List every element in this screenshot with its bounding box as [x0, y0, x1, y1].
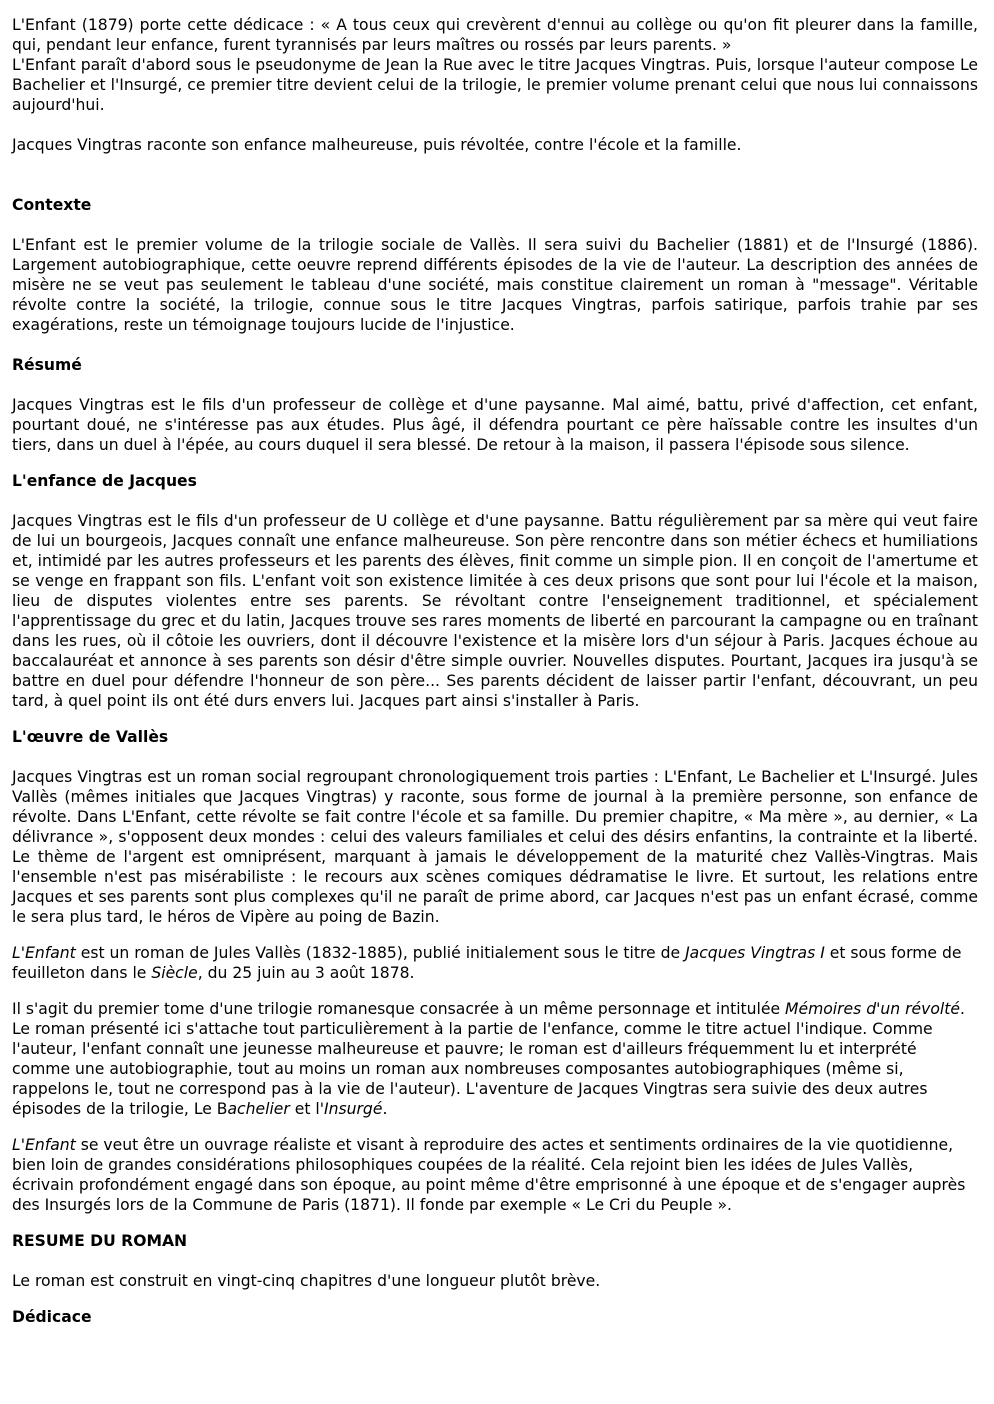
resume-roman-paragraph: Le roman est construit en vingt-cinq chapitres d'une longueur plutôt brève.: [12, 1272, 601, 1290]
section-heading-contexte: Contexte: [12, 196, 92, 214]
publication-text-2: et sous forme de feuilleton dans le: [12, 944, 962, 982]
trilogie-paragraph: [12, 999, 978, 1119]
title-jacques-vingtras-i: Jacques Vingtras I: [685, 944, 825, 962]
title-memoires: Mémoires d'un révolté: [785, 1000, 960, 1018]
trilogie-text-3: et l': [289, 1100, 325, 1118]
trilogie-text-4: .: [382, 1100, 388, 1118]
publication-paragraph: [12, 943, 978, 983]
contexte-paragraph: L'Enfant est le premier volume de la trilogie sociale de Vallès. Il sera suivi du Bachelier (1881) et de l'Insurgé (1886). Largement autobiographique, cette oeuvre reprend différents épisodes de la vie de l'auteur. La description des années de misère ne se veut pas seulement le tableau d'une société, mais constitue clairement un roman à "message". Véritable révolte contre la société, la trilogie, connue sous le titre Jacques Vingtras, parfois satirique, parfois trahie par ses exagérations, reste un témoignage toujours lucide de l'injustice.: [12, 236, 978, 334]
section-heading-resume: Résumé: [12, 356, 82, 374]
trilogie-text-2: . Le roman présenté ici s'attache tout particulièrement à la partie de l'enfance, comme le titre actuel l'indique. Comme l'auteur, l'enfant connaît une jeunesse malheureuse et pauvre; le roman est d'ailleurs fréquemment lu et interprété comme une autobiographie, tout au moins un roman aux nombreuses composantes autobiographiques (même si, rappelons le, tout ne correspond pas à la vie de l'auteur). L'aventure de Jacques Vingtras sera suivie des deux autres épisodes de la trilogie, Le B: [12, 1000, 965, 1118]
title-enfant-2: L'Enfant: [12, 1136, 76, 1154]
title-insurge: Insurgé: [324, 1100, 383, 1118]
title-enfant: L'Enfant: [12, 944, 76, 962]
intro-dedication: L'Enfant (1879) porte cette dédicace : « A tous ceux qui crevèrent d'ennui au collège ou qu'on fit pleurer dans la famille, qui, pendant leur enfance, furent tyrannisés par leurs maîtres ou rossés par leurs parents. »: [12, 16, 978, 54]
publication-text-3: , du 25 juin au 3 août 1878.: [197, 964, 415, 982]
intro-summary-line: Jacques Vingtras raconte son enfance malheureuse, puis révoltée, contre l'école et la famille.: [12, 136, 742, 154]
realisme-text: se veut être un ouvrage réaliste et visant à reproduire des actes et sentiments ordinaires de la vie quotidienne, bien loin de grandes considérations philosophiques coupées de la réalité. Cela rejoint bien les idées de Jules Vallès, écrivain profondément engagé dans son époque, au point même d'être emprisonné à une époque et de s'engager auprès des Insurgés lors de la Commune de Paris (1871). Il fonde par exemple « Le Cri du Peuple ».: [12, 1136, 966, 1214]
intro-pseudonym: L'Enfant paraît d'abord sous le pseudonyme de Jean la Rue avec le titre Jacques Vingtras. Puis, lorsque l'auteur compose Le Bachelier et l'Insurgé, ce premier titre devient celui de la trilogie, le premier volume prenant celui que nous lui connaissons aujourd'hui.: [12, 56, 978, 114]
oeuvre-paragraph: Jacques Vingtras est un roman social regroupant chronologiquement trois parties : L'Enfant, Le Bachelier et L'Insurgé. Jules Vallès (mêmes initiales que Jacques Vingtras) y raconte, sous forme de journal à la première personne, son enfance de révolte. Dans L'Enfant, cette révolte se fait contre l'école et sa famille. Du premier chapitre, « Ma mère », au dernier, « La délivrance », s'opposent deux mondes : celui des valeurs familiales et celui des désirs enfantins, la contrainte et la liberté. Le thème de l'argent est omniprésent, marquant à jamais le développement de la maturité chez Vallès-Vingtras. Mais l'ensemble n'est pas misérabiliste : le recours aux scènes comiques dédramatise le livre. Et surtout, les relations entre Jacques et ses parents sont plus complexes qu'il ne paraît de prime abord, car Jacques n'est pas un enfant écrasé, comme le sera plus tard, le héros de Vipère au poing de Bazin.: [12, 768, 978, 926]
journal-siecle: Siècle: [151, 964, 198, 982]
realisme-paragraph: [12, 1135, 978, 1215]
enfance-paragraph: Jacques Vingtras est le fils d'un professeur de U collège et d'une paysanne. Battu régulièrement par sa mère qui veut faire de lui un bourgeois, Jacques connaît une enfance malheureuse. Son père rencontre dans son métier échecs et humiliations et, intimidé par les autres professeurs et les parents des élèves, finit comme un simple pion. Il en conçoit de l'amertume et se venge en frappant son fils. L'enfant voit son existence limitée à ces deux prisons que sont pour lui l'école et la maison, lieu de disputes violentes entre ses parents. Se révoltant contre l'enseignement traditionnel, et spécialement l'apprentissage du grec et du latin, Jacques trouve ses rares moments de liberté en parcourant la campagne ou en traînant dans les rues, où il côtoie les ouvriers, dont il découvre l'existence et la misère lors d'un séjour à Paris. Jacques échoue au baccalauréat et annonce à ses parents son désir d'être simple ouvrier. Nouvelles disputes. Pourtant, Jacques ira jusqu'à se battre en duel pour défendre l'honneur de son père... Ses parents décident de laisser partir l'enfant, découvrant, un peu tard, à quel point ils ont été durs envers lui. Jacques part ainsi s'installer à Paris.: [12, 512, 978, 710]
section-heading-enfance: L'enfance de Jacques: [12, 472, 197, 490]
section-heading-oeuvre: L'œuvre de Vallès: [12, 728, 169, 746]
section-heading-dedicace: Dédicace: [12, 1308, 92, 1326]
trilogie-text-1: Il s'agit du premier tome d'une trilogie romanesque consacrée à un même personnage et intitulée: [12, 1000, 786, 1018]
title-bachelier: achelier: [227, 1100, 290, 1118]
resume-paragraph: Jacques Vingtras est le fils d'un professeur de collège et d'une paysanne. Mal aimé, battu, privé d'affection, cet enfant, pourtant doué, ne s'intéresse pas aux études. Plus âgé, il défendra pourtant ce père haïssable contre les insultes d'un tiers, dans un duel à l'épée, au cours duquel il sera blessé. De retour à la maison, il passera l'épisode sous silence.: [12, 396, 978, 454]
publication-text-1: est un roman de Jules Vallès (1832-1885), publié initialement sous le titre de: [75, 944, 686, 962]
section-heading-resume-roman: RESUME DU ROMAN: [12, 1232, 188, 1250]
